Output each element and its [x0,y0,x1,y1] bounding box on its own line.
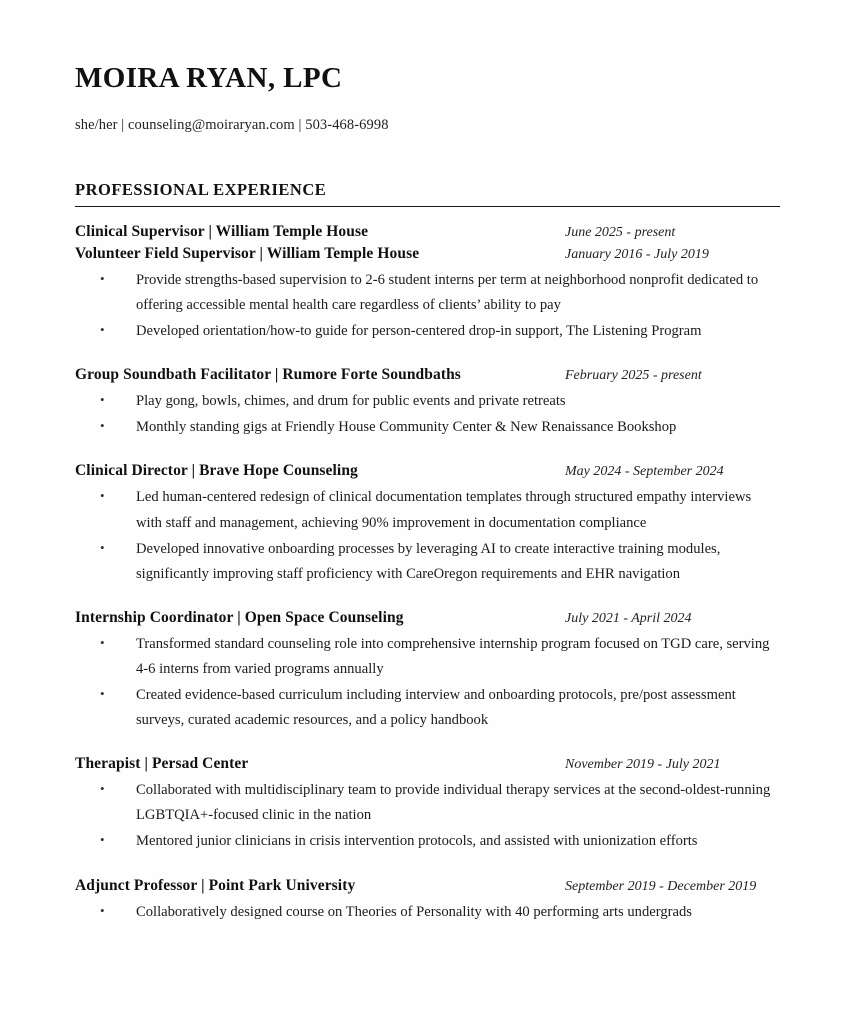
job-title: Clinical Director | Brave Hope Counseling [75,462,358,480]
job-title: Adjunct Professor | Point Park University [75,876,356,894]
list-item: • Mentored junior clinicians in crisis intervention protocols, and assisted with unionization efforts [75,829,780,854]
job-header [75,366,780,384]
job-bullets [75,632,780,733]
job-dates: February 2025 - present [565,368,702,384]
list-item: • Collaborated with multidisciplinary team to provide individual therapy services at the second-oldest-running LGBTQIA+-focused clinic in the nation [75,778,780,828]
job-header [75,462,780,480]
job-bullets [75,900,780,925]
job-bullets [75,485,780,586]
job-entry [75,755,780,854]
job-header [75,755,780,773]
job-header [75,245,780,263]
job-title: Group Soundbath Facilitator | Rumore Forte Soundbaths [75,366,461,384]
job-entry [75,245,780,344]
job-dates: July 2021 - April 2024 [565,610,692,626]
job-title: Therapist | Persad Center [75,755,249,773]
job-entry [75,366,780,440]
list-item: • Led human-centered redesign of clinical documentation templates through structured empathy interviews with staff and management, achieving 90% improvement in documentation compliance [75,485,780,535]
candidate-name: MOIRA RYAN, LPC [75,62,343,94]
list-item: • Monthly standing gigs at Friendly House Community Center & New Renaissance Bookshop [75,415,780,440]
job-bullets [75,268,780,344]
job-header [75,223,780,241]
job-entry [75,877,780,925]
job-entry [75,223,780,241]
section-divider [75,206,780,207]
job-dates: May 2024 - September 2024 [565,464,724,480]
list-item: • Created evidence-based curriculum including interview and onboarding protocols, pre/post assessment surveys, curated academic resources, and a policy handbook [75,683,780,733]
job-dates: September 2019 - December 2019 [565,878,757,894]
list-item: • Transformed standard counseling role into comprehensive internship program focused on TGD care, serving 4-6 interns from varied programs annually [75,632,780,682]
section-title: PROFESSIONAL EXPERIENCE [75,180,327,199]
contact-line: she/her | counseling@moiraryan.com | 503-468-6998 [75,117,389,133]
list-item: • Developed innovative onboarding processes by leveraging AI to create interactive training modules, significantly improving staff proficiency with CareOregon requirements and EHR navigation [75,537,780,587]
job-header [75,877,780,895]
job-title: Internship Coordinator | Open Space Counseling [75,608,404,626]
list-item: • Collaboratively designed course on Theories of Personality with 40 performing arts undergrads [75,900,780,925]
job-bullets [75,778,780,854]
job-dates: January 2016 - July 2019 [565,247,709,262]
list-item: • Provide strengths-based supervision to 2-6 student interns per term at neighborhood nonprofit dedicated to offering accessible mental health care regardless of clients’ ability to pay [75,268,780,318]
job-entry [75,462,780,586]
list-item: • Play gong, bowls, chimes, and drum for public events and private retreats [75,389,780,414]
section-professional-experience [75,180,780,925]
job-title: Clinical Supervisor | William Temple House [75,223,369,240]
job-dates: June 2025 - present [565,225,676,240]
job-entry [75,609,780,733]
job-title: Volunteer Field Supervisor | William Temple House [75,245,420,262]
job-bullets [75,389,780,440]
job-header [75,609,780,627]
job-dates: November 2019 - July 2021 [565,757,721,773]
list-item: • Developed orientation/how-to guide for person-centered drop-in support, The Listening Program [75,319,780,344]
